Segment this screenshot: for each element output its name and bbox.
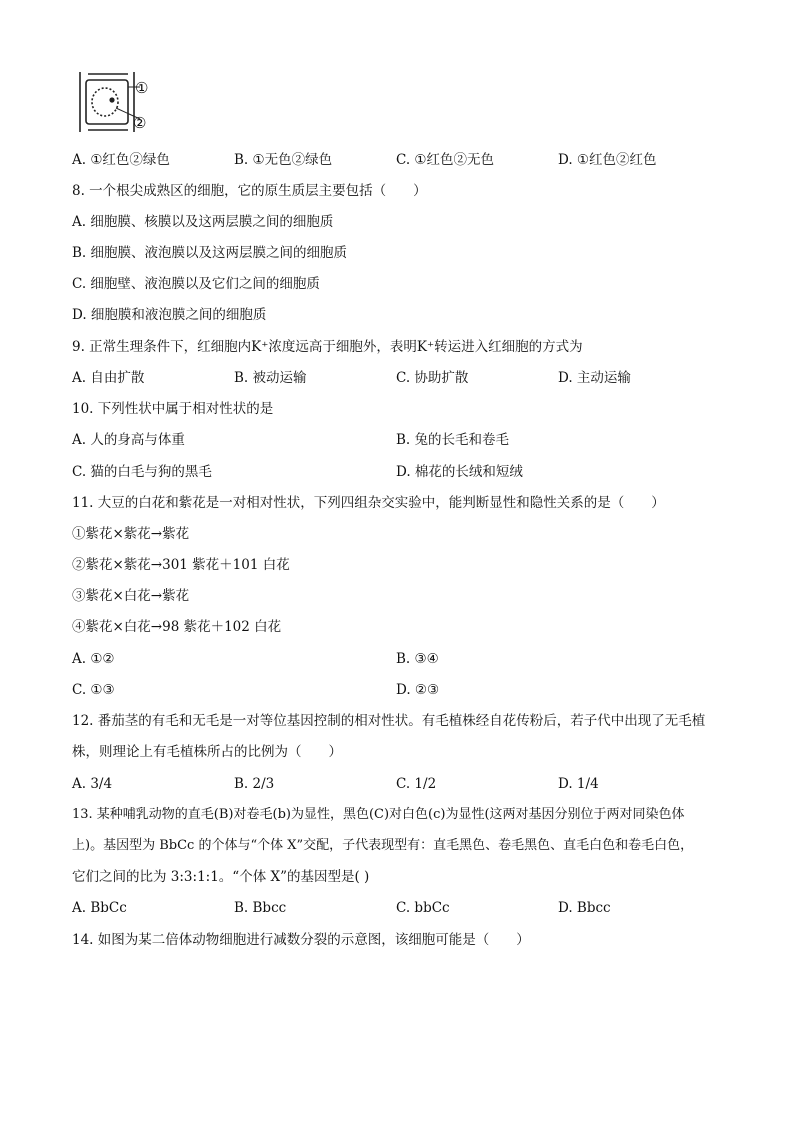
q9-stem: 9. 正常生理条件下，红细胞内K⁺浓度远高于细胞外，表明K⁺转运进入红细胞的方式为 bbox=[72, 339, 583, 355]
q11-option-d: D. ②③ bbox=[396, 682, 440, 698]
q8-option-b: B. 细胞膜、液泡膜以及这两层膜之间的细胞质 bbox=[72, 245, 348, 261]
q7-option-b: B. ①无色②绿色 bbox=[234, 152, 333, 168]
q11-stem: 11. 大豆的白花和紫花是一对相对性状，下列四组杂交实验中，能判断显性和隐性关系的是（ ） bbox=[72, 495, 665, 511]
q7-option-c: C. ①红色②无色 bbox=[396, 152, 495, 168]
q13-option-a: A. BbCc bbox=[72, 900, 127, 916]
q9-option-c: C. 协助扩散 bbox=[396, 370, 469, 386]
q11-cross-3: ③紫花×白花→紫花 bbox=[72, 588, 190, 604]
figure-label-1: ① bbox=[135, 79, 149, 97]
q10-option-d: D. 棉花的长绒和短绒 bbox=[396, 464, 523, 480]
q11-cross-1: ①紫花×紫花→紫花 bbox=[72, 526, 190, 542]
q10-option-a: A. 人的身高与体重 bbox=[72, 432, 185, 448]
q13-stem-line-1: 13. 某种哺乳动物的直毛(B)对卷毛(b)为显性，黑色(C)对白色(c)为显性(这两对基因分别位于两对同染色体 bbox=[72, 807, 685, 822]
q9-option-b: B. 被动运输 bbox=[234, 370, 307, 386]
q9-option-d: D. 主动运输 bbox=[558, 370, 631, 386]
q13-option-c: C. bbCc bbox=[396, 900, 450, 916]
q7-option-d: D. ①红色②红色 bbox=[558, 152, 657, 168]
q14-stem: 14. 如图为某二倍体动物细胞进行减数分裂的示意图，该细胞可能是（ ） bbox=[72, 932, 530, 948]
q12-stem-line-2: 株，则理论上有毛植株所占的比例为（ ） bbox=[72, 744, 342, 760]
q8-stem: 8. 一个根尖成熟区的细胞，它的原生质层主要包括（ ） bbox=[72, 183, 427, 199]
q11-option-b: B. ③④ bbox=[396, 651, 439, 667]
q7-option-a: A. ①红色②绿色 bbox=[72, 152, 170, 168]
q12-option-d: D. 1/4 bbox=[558, 776, 599, 792]
q11-cross-4: ④紫花×白花→98 紫花＋102 白花 bbox=[72, 619, 282, 635]
q11-option-c: C. ①③ bbox=[72, 682, 115, 698]
figure-label-2: ② bbox=[133, 114, 147, 132]
q10-stem: 10. 下列性状中属于相对性状的是 bbox=[72, 401, 274, 417]
q10-option-c: C. 猫的白毛与狗的黑毛 bbox=[72, 464, 212, 480]
q13-stem-line-3: 它们之间的比为 3:3:1:1。“个体 X”的基因型是( ) bbox=[72, 869, 370, 885]
q8-option-c: C. 细胞壁、液泡膜以及它们之间的细胞质 bbox=[72, 276, 320, 292]
q12-option-b: B. 2/3 bbox=[234, 776, 275, 792]
q13-stem-line-2: 上)。基因型为 BbCc 的个体与“个体 X”交配，子代表现型有：直毛黑色、卷毛黑色、直毛白色和卷毛白色， bbox=[72, 838, 694, 853]
q13-option-d: D. Bbcc bbox=[558, 900, 611, 916]
q9-option-a: A. 自由扩散 bbox=[72, 370, 145, 386]
q8-option-a: A. 细胞膜、核膜以及这两层膜之间的细胞质 bbox=[72, 214, 334, 230]
q8-option-d: D. 细胞膜和液泡膜之间的细胞质 bbox=[72, 307, 267, 323]
q12-option-a: A. 3/4 bbox=[72, 776, 113, 792]
q12-option-c: C. 1/2 bbox=[396, 776, 437, 792]
q11-cross-2: ②紫花×紫花→301 紫花＋101 白花 bbox=[72, 557, 290, 573]
q12-stem-line-1: 12. 番茄茎的有毛和无毛是一对等位基因控制的相对性状。有毛植株经自花传粉后，若子代中出现了无毛植 bbox=[72, 713, 706, 729]
q10-option-b: B. 兔的长毛和卷毛 bbox=[396, 432, 510, 448]
q13-option-b: B. Bbcc bbox=[234, 900, 287, 916]
q11-option-a: A. ①② bbox=[72, 651, 115, 667]
